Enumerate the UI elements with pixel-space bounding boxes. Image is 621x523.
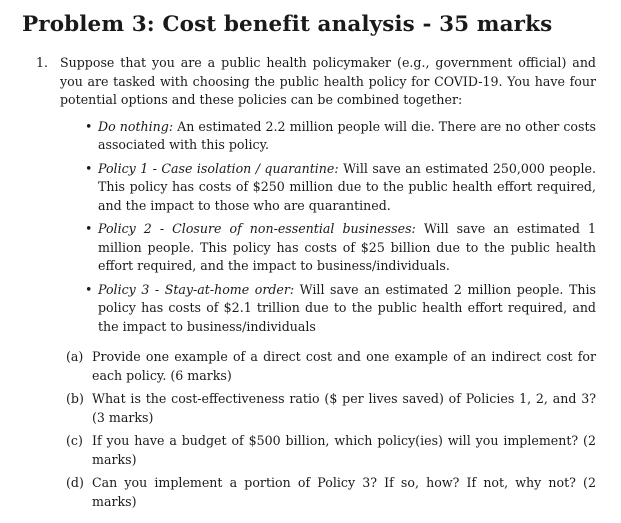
policy-name: Do nothing:	[98, 118, 174, 134]
policy-item	[84, 220, 596, 276]
subquestion-item	[36, 348, 596, 385]
question-intro: Suppose that you are a public health policymaker (e.g., government official) and you are tasked with choosing the public health policy for COVID-19. You have four potential options and these policies can be combined together:	[60, 55, 596, 107]
subquestion-label: (a)	[66, 349, 84, 364]
policy-name: Policy 2 - Closure of non-essential businesses:	[98, 221, 416, 236]
bullet-icon: •	[85, 160, 93, 176]
subquestion-list	[36, 348, 596, 511]
question-body	[60, 54, 596, 336]
bullet-icon: •	[85, 118, 93, 134]
policy-description: Will save an estimated 1 million people. This policy has costs of $25 billion due to the public health effort required, and the impact to business/individuals.	[98, 221, 597, 273]
bullet-icon: •	[85, 281, 93, 297]
policy-item	[84, 281, 596, 337]
bullet-icon: •	[85, 221, 93, 236]
policy-item	[84, 160, 596, 216]
subquestion-label: (d)	[66, 475, 84, 490]
policy-item	[84, 118, 596, 155]
subquestion-text: Can you implement a portion of Policy 3? If so, how? If not, why not? (2 marks)	[92, 475, 596, 509]
subquestion-text: If you have a budget of $500 billion, which policy(ies) will you implement? (2 marks)	[92, 433, 596, 467]
question-number: 1.	[36, 55, 49, 70]
subquestion-text: What is the cost-effectiveness ratio ($ per lives saved) of Policies 1, 2, and 3? (3 marks)	[92, 391, 596, 425]
subquestion-label: (b)	[66, 391, 84, 406]
policy-name: Policy 1 - Case isolation / quarantine:	[98, 160, 339, 176]
subquestion-item	[36, 474, 596, 511]
policy-name: Policy 3 - Stay-at-home order:	[98, 281, 295, 297]
subquestion-text: Provide one example of a direct cost and one example of an indirect cost for each policy. (6 marks)	[92, 349, 596, 383]
question-1	[36, 54, 596, 516]
problem-title: Problem 3: Cost benefit analysis - 35 marks	[22, 12, 553, 37]
policy-description: Will save an estimated 2 million people. This policy has costs of $2.1 trillion due to the public health effort required, and the impact to business/individuals	[98, 281, 596, 334]
subquestion-item	[36, 390, 596, 427]
policy-description: An estimated 2.2 million people will die. There are no other costs associated with this policy.	[98, 118, 597, 152]
policy-description: Will save an estimated 250,000 people. This policy has costs of $250 million due to the public health effort required, and the impact to those who are quarantined.	[98, 160, 597, 213]
subquestion-label: (c)	[66, 433, 83, 448]
policy-list	[84, 118, 596, 337]
subquestion-item	[36, 432, 596, 469]
